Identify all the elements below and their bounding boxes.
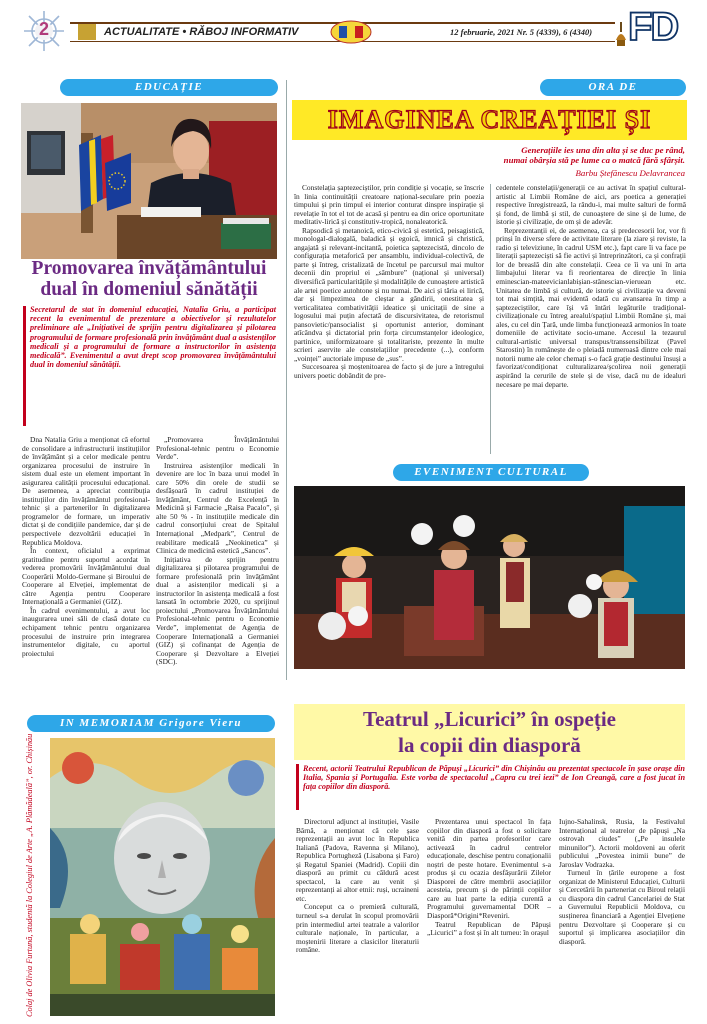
theatre-col3 xyxy=(559,818,685,946)
epigraph-line1: Generațiile ies una din alta și se duc pe rând, xyxy=(521,145,685,155)
education-paragraph: Dna Natalia Griu a menționat că efortul de consolidare a infrastructurii instituțiilor de învățământ și a celor medicale pentru organizarea procesului de instruire în sistem dual este un element important în asigurarea calității procesului educațional. De asemenea, a apreciat contribuția instituțiilor din învățământul profesional-tehnic și a partenerilor în digitalizarea programelor de formare, un imperativ dictat și de condițiile pandemice, dar și de perspectivele dezvoltării educației în Republica Moldova. xyxy=(22,435,150,547)
epigraph-line2: numai obârșia stă pe lume ca o matcă fără sfârșit. xyxy=(503,155,685,165)
memoriam-collage xyxy=(50,738,275,1016)
culture-paragraph: Rapsodică și metanoică, etico-civică și estetică, peisagistică, monologal-dialogală, baladică și egoică, imnică și christică, angajată și relevant-incitantă, poietica șaptezecistă, dincolo de configurația metaforică per ansamblu, individual-colectivă, de parte și întreg, cristalizată de încetul pe parcursul mai multor decenii din propriul ei „sâmbure” (național și universal) diversifică particularitățile și modalitățile de cunoaștere artistică ale artei poetice autohtone și nu numai. De aici și tăria ei lirică, dar și limpezimea de cleștar a gândirii, onestitatea și verticalitatea combativității ideatice și unicitații de sine a logosului mai puțin afectată de discursivitatea, de retorismul pansovietic/pansocialist și oportunist anterior, dominant atîcândva și dictatorial prin forța circumstanțelor ideologice, partinice, uniformizatoare și totalitariste, prezente în multe scrieri aservite ale constelațiilor precedente (...), conform „voinței” auctoriale impuse de „sus”. xyxy=(294,225,484,363)
theatre-paragraph: Prezentarea unui spectacol în fața copiilor din diasporă a fost o solicitare venită din partea profesorilor care activează în cadrul centrelor educaționale, deschise pentru conaționalii noștri de peste hotare. Evenimentul s-a produs și cu ocazia desfășurării Zilelor Diasporei de către membrii asociațiilor acesteia, precum și de părinții copiilor care au luat parte la ediția curentă a Programului guvernamental DOR – Diasporă*Origini*Reveniri. xyxy=(427,817,551,921)
education-paragraph: În context, oficialul a exprimat gratitudine pentru suportul acordat în vederea promovării învățământului dual Cooperării Moldo-Germane și Biroului de Cooperare al Elveției, implementat de către Agenția pentru Cooperare Internațională a Germaniei (GIZ). xyxy=(22,546,150,607)
column-divider xyxy=(490,184,491,454)
event-section-label: EVENIMENT CULTURAL xyxy=(393,464,589,481)
theatre-paragraph: Teatrul Republican de Păpuși „Licurici” a fost și în alt turneu: în orașul xyxy=(427,919,551,938)
culture-section-label: ORA DE xyxy=(540,79,686,96)
education-headline xyxy=(21,258,277,300)
education-col1 xyxy=(22,436,150,658)
lamp-icon xyxy=(614,22,628,48)
education-col2 xyxy=(156,436,279,667)
epigraph-author: Barbu Ștefănescu Delavrancea xyxy=(575,168,685,178)
theatre-lead: Recent, actorii Teatrului Republican de Păpuși „Licurici” din Chișinău au prezentat spectacole în șase orașe din Italia, Spania și Portugalia. Este vorba de spectacolul „Capra cu trei iezi” de Ion Creangă, care a fost jucat în fața copiilor din diasporă. xyxy=(303,764,685,792)
issue-info: 12 februarie, 2021 Nr. 5 (4339), 6 (4340) xyxy=(450,27,593,37)
theatre-headline xyxy=(294,704,685,760)
gold-block xyxy=(78,24,96,40)
education-lead-bar xyxy=(23,306,26,426)
education-headline-line2: dual în domeniul sănătății xyxy=(40,279,258,300)
theatre-paragraph: Conceput ca o premieră culturală, turneul s-a derulat în scopul promovării prin intermediul artei teatrale a valorilor culturale naționale, în particular, a moștenirii literare a clasicilor literaturii române. xyxy=(296,902,419,955)
theatre-paragraph: Turneul în țările europene a fost organizat de Ministerul Educației, Culturii și Cercetării în parteneriat cu Biroul relații cu diaspora din cadrul Cancelariei de Stat a Guvernului Republicii Moldova, cu susținerea financiară a Agenției Elvețiene pentru Dezvoltare și Cooperare și cu suportul și implicarea asociațiilor din diasporă. xyxy=(559,868,685,946)
culture-headline: IMAGINEA CREAȚIEI ȘI xyxy=(327,105,652,134)
column-divider xyxy=(286,80,287,680)
culture-col1 xyxy=(294,184,484,381)
education-lead: Secretarul de stat în domeniul educației, Natalia Griu, a participat recent la evenimentul de prezentare a obiectivelor și rezultatelor preliminare ale „Inițiativei de sprijin pentru digitalizarea și pilotarea programului de formare profesională prin învățământ dual a asistenților medicali și a programului de formare a instructorilor în asistența medicală”. Evenimentul a avut drept scop promovarea învățământului dual în domeniul sănătății. xyxy=(30,305,276,370)
culture-epigraph xyxy=(340,145,685,178)
education-section-label: EDUCAȚIE xyxy=(60,79,278,96)
memoriam-caption xyxy=(22,733,38,1017)
brand-logo: FD xyxy=(628,5,678,49)
theatre-col1 xyxy=(296,818,419,955)
education-headline-line1: Promovarea învățământului xyxy=(31,258,267,279)
page-header xyxy=(0,0,707,70)
education-paragraph: În cadrul evenimentului, a avut loc inaugurarea unei săli de clasă dotate cu echipament tehnic pentru organizarea procesului de instruire prin integrarea instrumentelor digitale, cu aportul proiectului xyxy=(22,605,150,658)
page-number: 2 xyxy=(38,19,49,39)
memoriam-section-label: IN MEMORIAM Grigore Vieru xyxy=(27,715,275,732)
memoriam-caption-text: Colaj de Olivia Furtună, studentă la Colegiul de Arte „A. Plămădeală”, or. Chișinău xyxy=(25,733,34,1017)
culture-paragraph: cedentele constelații/generații ce au activat în spațiul cultural-artistic al Limbii Române de aici, ars poetica a generației respective înregistrează, la rându-i, mai multe salturi de formă și fond, de limbă și stil, de cunoaștere de sine și de lume, de istorie și civilizație, de om și de adevăr. xyxy=(496,183,686,227)
education-paragraph: Inițiativa de sprijin pentru digitalizarea și pilotarea programului de formare profesională prin învățământ dual a asistenților medicali și a instructorilor în asistența medicală a fost lansată în octombrie 2020, cu sprijinul proiectului „Promovarea Învățământului Profesional-tehnic pentru o Economie Verde”, implementat de Agenția de Cooperare Internațională a Germaniei (GIZ) și cofinanțat de Agenția de Cooperare și Dezvoltare a Elveției (SDC). xyxy=(156,554,279,667)
theatre-paragraph: Directorul adjunct al instituției, Vasile Bârnă, a menționat că cele șase reprezentații au avut loc în Republica Italiană (Padova, Ravenna și Milano), Republica Portugheză (Lisabona și Faro) și Regatul Spaniei (Madrid). Copiii din diasporă au primit cu căldură acest spectacol, la care au venit și reprezentanți ai altor etnii: ruși, ucraineni etc. xyxy=(296,817,419,903)
culture-col2 xyxy=(496,184,686,389)
culture-paragraph: Reprezentanții ei, de asemenea, ca și predecesorii lor, vor fi prinși în diverse sfere de activitate literare (la ziare și reviste, la radio și televiziune, în cadrul USM etc.), fapt care îi va face pe literații șaptezeciști să fie activi și întreprinzători, ca și confrații lor de breaslă din alte constelații. Ceea ce îi va uni în arta limbajului literar va fi reorientarea de direcție în linia eminescian-mateevicianlabișian-stănescian-vieruean etc. Unitatea de limbă și cultură, de istorie și civilizație va deveni tot mai simțită, mai evidentă odată cu avansarea în timp a șaptezeciștilor, care își vă întări legăturile tradițional-civilizaționale cu întreg arealul/spațiul Limbii Române și, mai ales, cu cel din Țară, unde limba funcționează armonios în toate domeniile de activitate socio-umane. Accesul la tezaurul cultural-artistic universal transpus/transsensibilizat (Pavel Starostin) în românește de o pleiadă numeroasă dintre cele mai notorii nume ale celor chemați s-o facă grație destinului însuși a favorizat/condiționat culturalizarea/școlirea noii generații aspirând la cerurile de stele și de vise, dacă nu de idealuri necesare pe mai departe. xyxy=(496,225,686,389)
education-paragraph: Instruirea asistenților medicali în devenire are loc în baza unui model în care 50% din orele de studii se desfășoară în cadrul instituției de învățământ, Centrul de Excelență în Medicină și Farmacie „Raisa Pacalo”, și alte 50 % - în instituțiile medicale din cadrul consorțiului creat de Spitalul Internațional „Medpark”, Centrul de reabilitare medicală „Neokinetica” și Clinica de medicină estetică „Sancos”. xyxy=(156,460,279,556)
theatre-headline-line2: la copii din diasporă xyxy=(398,733,581,757)
theatre-photo xyxy=(294,486,685,669)
theatre-paragraph: Iujno-Sahalinsk, Rusia, la Festivalul Internațional al teatrelor de păpuși „Na ostrovah ciudes” („Pe insulele minunilor”). Actorii moldoveni au oferit publicului „Povestea inimii bune” de Jaroslav Vodrazka. xyxy=(559,817,685,869)
theatre-col2 xyxy=(427,818,551,938)
snowflake-ornament-icon xyxy=(22,9,66,53)
education-paragraph: „Promovarea Învățământului Profesional-tehnic pentru o Economie Verde”. xyxy=(156,435,279,462)
section-title: ACTUALITATE • RĂBOJ INFORMATIV xyxy=(104,26,299,38)
emblem-icon xyxy=(330,20,372,44)
theatre-lead-bar xyxy=(296,764,299,810)
education-photo xyxy=(21,103,277,259)
culture-paragraph: Succesoarea și moștenitoarea de facto și de jure a întregului univers poetic dobândit de pre- xyxy=(294,362,484,381)
theatre-headline-line1: Teatrul „Licurici” în ospeție xyxy=(363,707,616,731)
culture-paragraph: Constelația șaptezeciștilor, prin condiție și vocație, se înscrie în linia continuității creatoare național-seculare prin poezia timpului și prin timpul ei interior conturat dinspre inspirație și revelație în tot el tot de acasă și pentru ea din orice oportunitate meditativ-lirică și constitutiv-tropică, nonaleatorică. xyxy=(294,183,484,227)
